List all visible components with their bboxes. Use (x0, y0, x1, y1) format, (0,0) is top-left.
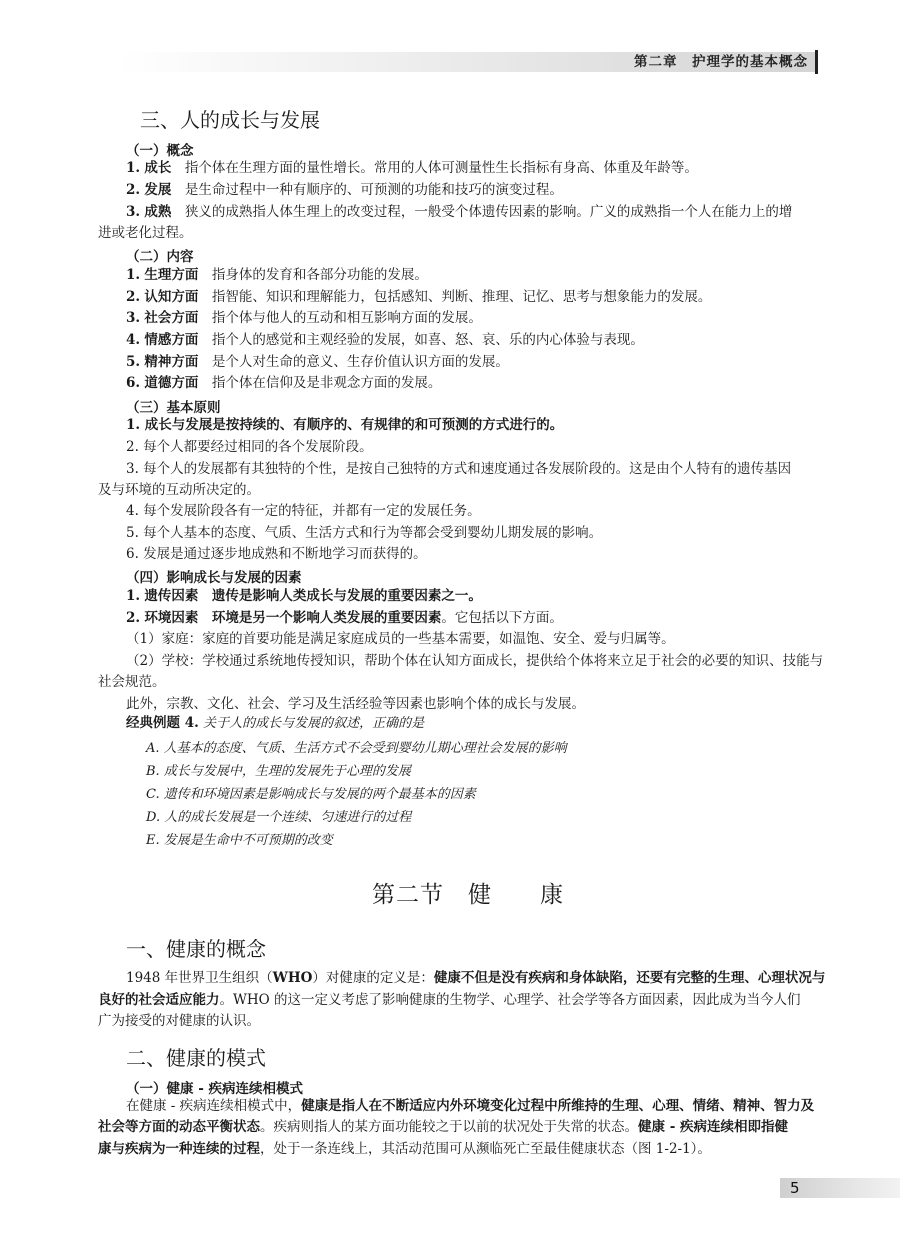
example-question: 经典例题 4. 关于人的成长与发展的叙述，正确的是 (126, 715, 425, 731)
factor-environment: 2. 环境因素 环境是另一个影响人类发展的重要因素。它包括以下方面。 (126, 610, 563, 626)
example-option-b: B. 成长与发展中，生理的发展先于心理的发展 (146, 764, 411, 779)
content-item-4: 4. 情感方面 指个人的感觉和主观经验的发展，如喜、怒、哀、乐的内心体验与表现。 (126, 332, 644, 348)
environment-family: （1）家庭：家庭的首要功能是满足家庭成员的一些基本需要，如温饱、安全、爱与归属等。 (126, 631, 675, 647)
concept-item-1: 1. 成长 指个体在生理方面的量性增长。常用的人体可测量性生长指标有身高、体重及年龄等。 (126, 160, 698, 176)
concept-item-2: 2. 发展 是生命过程中一种有顺序的、可预测的功能和技巧的演变过程。 (126, 182, 563, 198)
example-option-e: E. 发展是生命中不可预期的改变 (146, 833, 333, 848)
concept-item-3-cont: 进或老化过程。 (98, 225, 193, 241)
principle-2: 2. 每个人都要经过相同的各个发展阶段。 (126, 439, 373, 455)
factor-genetic: 1. 遗传因素 遗传是影响人类成长与发展的重要因素之一。 (126, 588, 482, 604)
subheading-factors: （四）影响成长与发展的因素 (126, 570, 302, 586)
heading-health-concept: 一、健康的概念 (126, 937, 266, 961)
subheading-principles: （三）基本原则 (126, 400, 221, 416)
chapter-header: 第二章 护理学的基本概念 (634, 54, 808, 70)
section-title-health: 第二节 健 康 (372, 882, 564, 908)
principle-4: 4. 每个发展阶段各有一定的特征，并都有一定的发展任务。 (126, 503, 481, 519)
health-para-line2: 良好的社会适应能力。WHO 的这一定义考虑了影响健康的生物学、心理学、社会学等各方面因素，因此成为当今人们 (98, 992, 801, 1008)
header-divider (815, 50, 818, 74)
content-item-6: 6. 道德方面 指个体在信仰及是非观念方面的发展。 (126, 375, 442, 391)
environment-school: （2）学校：学校通过系统地传授知识，帮助个体在认知方面成长，提供给个体将来立足于社会的必要的知识、技能与 (126, 653, 824, 669)
principle-3-cont: 及与环境的互动所决定的。 (98, 482, 260, 498)
subheading-continuum-model: （一）健康 - 疾病连续相模式 (126, 1081, 304, 1097)
principle-1: 1. 成长与发展是按持续的、有顺序的、有规律的和可预测的方式进行的。 (126, 417, 564, 433)
content-item-5: 5. 精神方面 是个人对生命的意义、生存价值认识方面的发展。 (126, 354, 509, 370)
continuum-para-line2: 社会等方面的动态平衡状态。疾病则指人的某方面功能较之于以前的状况处于失常的状态。健康 - 疾病连续相即指健 (98, 1119, 789, 1135)
principle-6: 6. 发展是通过逐步地成熟和不断地学习而获得的。 (126, 546, 427, 562)
continuum-para-line1: 在健康 - 疾病连续相模式中，健康是指人在不断适应内外环境变化过程中所维持的生理、心理、情绪、精神、智力及 (126, 1098, 815, 1114)
example-option-d: D. 人的成长发展是一个连续、匀速进行的过程 (146, 810, 412, 825)
environment-school-cont: 社会规范。 (98, 674, 166, 690)
content-item-3: 3. 社会方面 指个体与他人的互动和相互影响方面的发展。 (126, 310, 482, 326)
health-para-line3: 广为接受的对健康的认识。 (98, 1013, 260, 1029)
principle-3: 3. 每个人的发展都有其独特的个性，是按自己独特的方式和速度通过各发展阶段的。这是由个人特有的遗传基因 (126, 461, 792, 477)
content-item-2: 2. 认知方面 指智能、知识和理解能力，包括感知、判断、推理、记忆、思考与想象能力的发展。 (126, 289, 712, 305)
content-item-1: 1. 生理方面 指身体的发育和各部分功能的发展。 (126, 267, 428, 283)
section-heading-growth: 三、人的成长与发展 (140, 108, 320, 132)
example-option-a: A. 人基本的态度、气质、生活方式不会受到婴幼儿期心理社会发展的影响 (146, 741, 567, 756)
heading-health-models: 二、健康的模式 (126, 1046, 266, 1070)
subheading-concept: （一）概念 (126, 143, 194, 159)
continuum-para-line3: 康与疾病为一种连续的过程，处于一条连线上，其活动范围可从濒临死亡至最佳健康状态（图 1-2-1）。 (98, 1141, 711, 1157)
example-option-c: C. 遗传和环境因素是影响成长与发展的两个最基本的因素 (146, 787, 476, 802)
page-number: 5 (790, 1179, 800, 1197)
principle-5: 5. 每个人基本的态度、气质、生活方式和行为等都会受到婴幼儿期发展的影响。 (126, 525, 603, 541)
factors-extra: 此外，宗教、文化、社会、学习及生活经验等因素也影响个体的成长与发展。 (126, 696, 585, 712)
health-para-line1: 1948 年世界卫生组织（WHO）对健康的定义是：健康不但是没有疾病和身体缺陷，还要有完整的生理、心理状况与 (126, 970, 826, 986)
concept-item-3: 3. 成熟 狭义的成熟指人体生理上的改变过程，一般受个体遗传因素的影响。广义的成熟指一个人在能力上的增 (126, 204, 793, 220)
subheading-content: （二）内容 (126, 249, 194, 265)
